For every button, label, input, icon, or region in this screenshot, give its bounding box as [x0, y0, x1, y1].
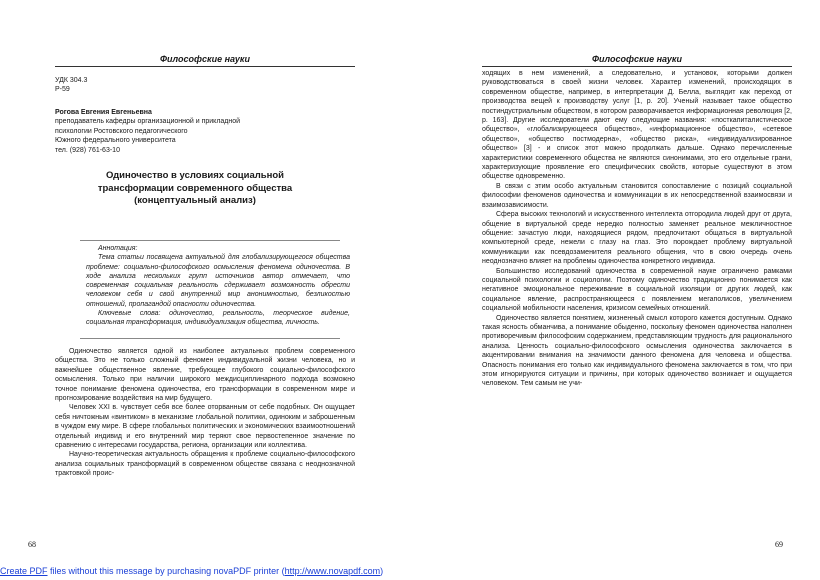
running-head-right: Философские науки — [592, 54, 682, 64]
right-body-text — [482, 69, 792, 389]
article-meta — [55, 76, 87, 95]
author-phone: тел. (928) 761-63-10 — [55, 146, 120, 154]
article-title: Одиночество в условиях социальной трансформации современного общества (концептуальный анализ) — [97, 170, 293, 206]
abstract — [86, 244, 350, 328]
pdf-watermark-footer — [0, 562, 820, 580]
body-paragraph: Одиночество является одной из наиболее актуальных проблем современного общества. Это не только сложный феномен индивидуальной жизни человека, но и важнейшее общественное явление, требующее глубокого социально-философского осмысления. Только при наличии широкого междисциплинарного подхода возможно точное понимание феномена одиночества, его трансформации в современном мире и прогнозирование воздействия на мир будущего. — [55, 348, 355, 403]
abstract-text: Тема статьи посвящена актуальной для глобализирующегося общества проблеме: социально-философского осмысления феномена одиночества. В ходе анализа нескольких групп источников автор отмечает, что современная социальная реальность сдерживает возможность обрести человеком себя и свой внутренний мир анонимностью, безликостью отношений, пропагандой опасности одиночества. — [86, 254, 350, 308]
abstract-top-rule — [80, 240, 340, 241]
keywords: Ключевые слова: одиночество, реальность, теорческое видение, социальная трансформация, индивидуализация общества, личность. — [86, 310, 350, 327]
author-block — [55, 108, 240, 155]
udc-code: УДК 304.3 — [55, 77, 88, 84]
author-name: Рогова Евгения Евгеньевна — [55, 109, 152, 116]
body-paragraph: Научно-теоретическая актуальность обращения к проблеме социально-философского анализа социальных трансформаций в современном обществе связана с неоднозначной трактовкой проис- — [55, 451, 355, 478]
running-head-left: Философские науки — [160, 54, 250, 64]
author-affiliation-line: преподаватель кафедры организационной и прикладной — [55, 118, 241, 126]
body-paragraph: Сфера высоких технологий и искусственного интеллекта отгородила людей друг от друга, общение в виртуальной среде нередко полностью заменяет реальное межличностное общение: зачастую люди, находящиеся рядом, предпочитают общаться в виртуальной компьютерной среде, нежели с глазу на глаз. Это порождает проблему виртуальной коммуникации как псевдозаменителя реального общения, что в свою очередь очень неоднозначно влияет на проблемы одиночества конкретного индивида. — [482, 211, 792, 266]
author-affiliation-line: Южного федерального университета — [55, 137, 176, 145]
running-head-rule-right — [482, 66, 792, 67]
author-affiliation-line: психологии Ростовского педагогического — [55, 127, 188, 135]
left-body-text — [55, 347, 355, 479]
right-page — [410, 0, 820, 560]
watermark-text: files without this message by purchasing novaPDF printer ( — [47, 566, 285, 576]
create-pdf-link[interactable]: Create PDF — [0, 566, 48, 576]
watermark-close-paren: ) — [380, 566, 384, 576]
page-number-right: 69 — [775, 540, 783, 549]
body-paragraph: В связи с этим особо актуальным становится сопоставление с позиций социальной философии феноменов одиночества и коммуникации в их непосредственной взаимосвязи и взаимозависимости. — [482, 182, 792, 209]
abstract-bottom-rule — [80, 338, 340, 339]
novapdf-url-link[interactable]: http://www.novapdf.com — [284, 566, 381, 576]
left-page — [0, 0, 410, 560]
abstract-label: Аннотация: — [98, 245, 138, 252]
body-paragraph: Человек XXI в. чувствует себя все более оторванным от себе подобных. Он ощущает себя ничтожным «винтиком» в механизме глобальной политики, одиноким и заброшенным в чуждом ему мире. В сфере глобальных политических и экономических взаимоотношений отдельный индивид и его внутренний мир теряют свое первостепенное значение по сравнению с интересами государства, региона, организации или коллектива. — [55, 404, 355, 450]
classification-code: Р-59 — [55, 86, 70, 94]
running-head-rule-left — [55, 66, 355, 67]
page-number-left: 68 — [28, 540, 36, 549]
body-paragraph: Большинство исследований одиночества в современной науке ограничено рамками социальной психологии и социологии. Поэтому одиночество традиционно понимается как негативное эмоциональное переживание в социальной изоляции от других людей, как социальное явление, распространяющееся с появлением мегаполисов, увеличением социальной мобильности населения, кризисом семейных отношений. — [482, 267, 792, 313]
body-paragraph: Одиночество является понятием, жизненный смысл которого кажется доступным. Однако такая ясность обманчива, а понимание обыденно, поскольку феномен одиночества наполнен противоречивым философским содержанием, представляющим трудность для рационального анализа. Ценность социально-философского осмысления одиночества заключается в акцентировании внимания на значимости данного феномена для человека и общества. Опасность понимания его только как индивидуального феномена заключается в том, что при этом игнорируются ситуации и причины, при которых одиночество возникает и ощущается человеком. Тем самым не учи- — [482, 314, 792, 388]
body-paragraph: ходящих в нем изменений, а следовательно, и установок, которыми должен руководствоваться в своей жизни человек. Характер изменений, происходящих в современном обществе, например, в интерпретации Д. Белла, выглядит как переход от производства вещей к производству услуг [1, р. 20]. Ученый называет такое общество постиндустриальным обществом, в котором разворачивается информационная революция [2, р. 163]. Другие исследователи дают ему следующие названия: «посткапиталистическое общество», «глобализирующееся общество», «информационное общество», «сетевое общество», «общество постмодерна», «общество риска», «индивидуализированное общество» [3] - и список этот можно продолжать дальше. Однако перечисленные характеристики современного общества не являются синонимами, это его отдельные грани, характеризующие проявление его специфических свойств, которые существуют в этом обществе одновременно. — [482, 70, 792, 181]
